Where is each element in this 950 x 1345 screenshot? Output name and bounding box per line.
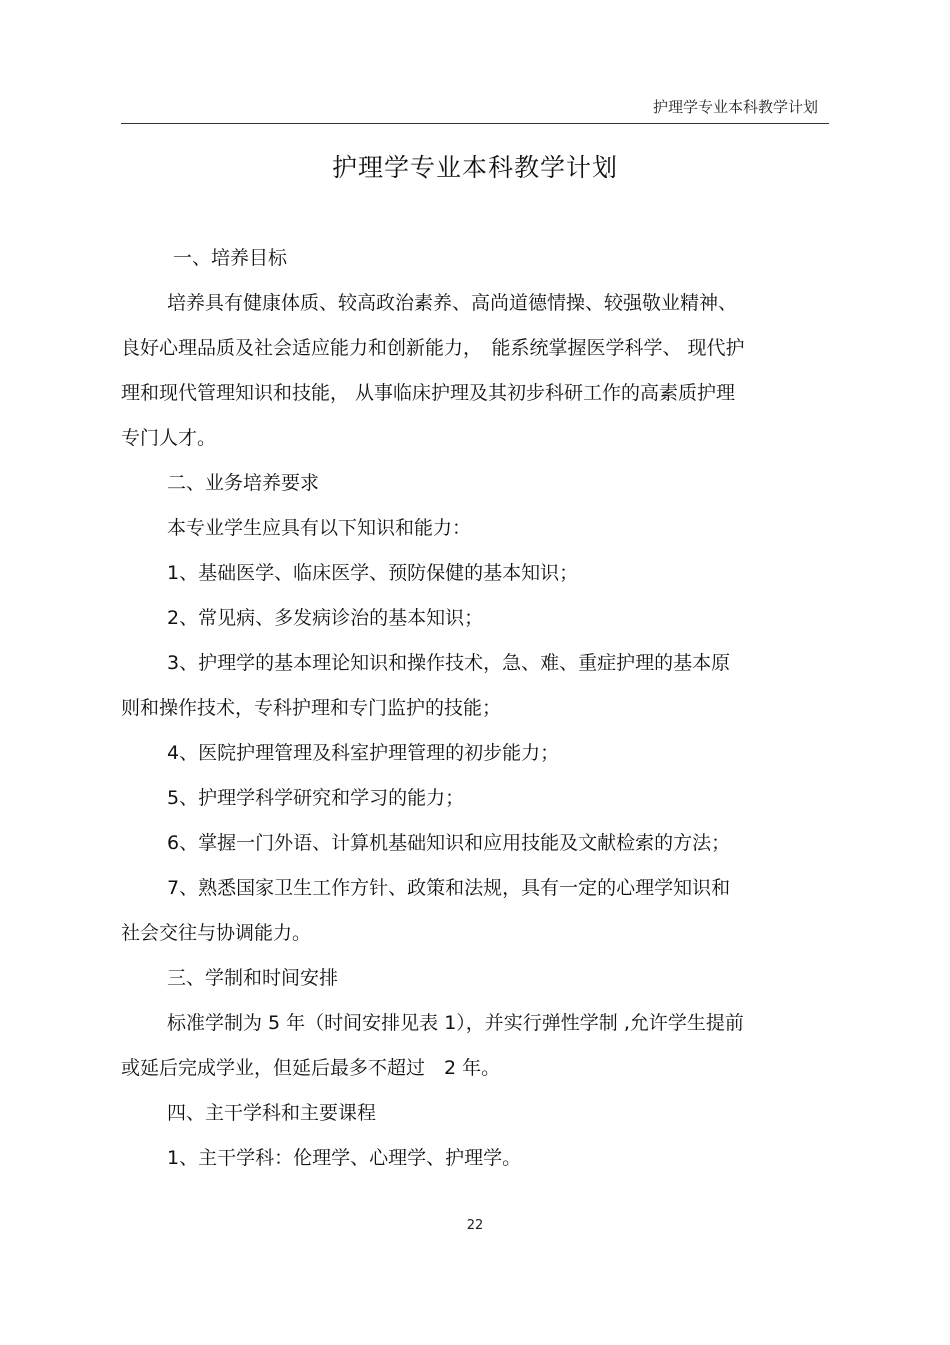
list-item: 2、常见病、多发病诊治的基本知识； (167, 607, 484, 629)
section-heading: 三、学制和时间安排 (167, 967, 339, 989)
list-item-continuation: 社会交往与协调能力。 (121, 922, 312, 944)
header-rule (121, 123, 829, 124)
section-heading: 二、业务培养要求 (167, 472, 320, 494)
paragraph-line: 标准学制为 5 年（时间安排见表 1），并实行弹性学制 ,允许学生提前 (167, 1012, 744, 1034)
running-header: 护理学专业本科教学计划 (652, 98, 818, 116)
paragraph-line: 培养具有健康体质、较高政治素养、高尚道德情操、较强敬业精神、 (167, 292, 738, 314)
document-body (121, 236, 833, 1181)
list-item: 7、熟悉国家卫生工作方针、政策和法规，具有一定的心理学知识和 (167, 877, 731, 899)
list-item-continuation: 则和操作技术，专科护理和专门监护的技能； (121, 697, 502, 719)
list-item: 4、医院护理管理及科室护理管理的初步能力； (167, 742, 560, 764)
paragraph-line: 良好心理品质及社会适应能力和创新能力， 能系统掌握医学科学、 现代护 (121, 337, 745, 359)
page-number: 22 (466, 1218, 484, 1233)
document-title: 护理学专业本科教学计划 (331, 153, 618, 182)
section-heading: 一、培养目标 (173, 247, 288, 269)
list-item: 3、护理学的基本理论知识和操作技术，急、难、重症护理的基本原 (167, 652, 731, 674)
list-item: 6、掌握一门外语、计算机基础知识和应用技能及文献检索的方法； (167, 832, 731, 854)
paragraph-line: 理和现代管理知识和技能， 从事临床护理及其初步科研工作的高素质护理 (121, 382, 736, 404)
list-item: 1、主干学科：伦理学、心理学、护理学。 (167, 1147, 522, 1169)
paragraph-line: 专门人才。 (121, 427, 217, 449)
paragraph-line: 本专业学生应具有以下知识和能力： (167, 517, 472, 539)
section-heading: 四、主干学科和主要课程 (167, 1102, 377, 1124)
list-item: 5、护理学科学研究和学习的能力； (167, 787, 465, 809)
list-item: 1、基础医学、临床医学、预防保健的基本知识； (167, 562, 579, 584)
paragraph-line: 或延后完成学业，但延后最多不超过 2 年。 (121, 1057, 501, 1079)
